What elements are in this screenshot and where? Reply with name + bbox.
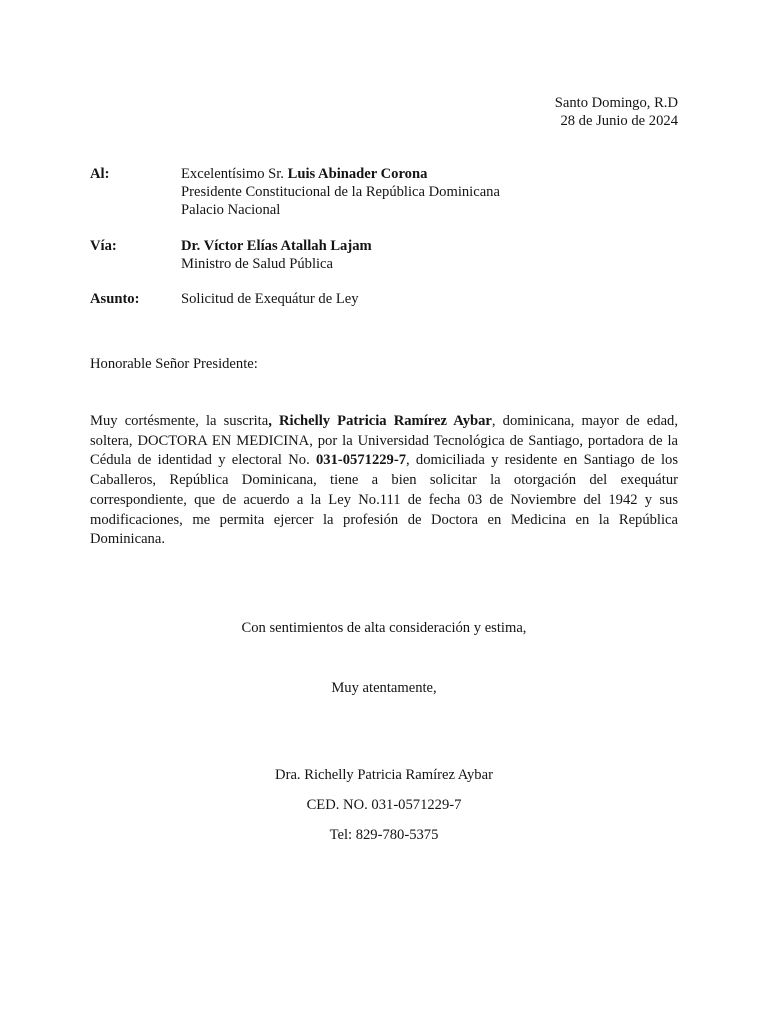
salutation: Honorable Señor Presidente:: [90, 356, 258, 372]
via-position: Ministro de Salud Pública: [181, 256, 334, 272]
body-applicant-name: , Richelly Patricia Ramírez Aybar: [268, 413, 492, 429]
subject-text: Solicitud de Exequátur de Ley: [181, 291, 359, 307]
recipient-details: [181, 165, 500, 219]
recipient-position: Presidente Constitucional de la República Dominicana: [181, 184, 500, 200]
body-text-2: , dominicana, mayor de edad, soltera, DOCTORA EN MEDICINA, por la Universidad Tecnológica de Santiago, portadora de la Cédula de identidad y electoral No.: [90, 413, 678, 469]
letter-date: 28 de Junio de 2024: [560, 113, 678, 129]
recipient-location: Palacio Nacional: [181, 202, 281, 218]
recipient-title: Excelentísimo Sr.: [181, 166, 288, 182]
recipient-label: Al:: [90, 166, 110, 182]
body-text-3: , domiciliada y residente en Santiago de los Caballeros, República Dominicana, tiene a bien solicitar la otorgación del exequátur correspondiente, que de acuerdo a la Ley No.111 de fecha 03 de Noviembre del 1942 y sus modificaciones, me permita ejercer la profesión de Doctora en Medicina en la República Dominicana.: [90, 452, 678, 548]
recipient-name: Luis Abinader Corona: [287, 166, 428, 182]
subject-label: Asunto:: [90, 291, 140, 307]
via-name: Dr. Víctor Elías Atallah Lajam: [181, 238, 372, 254]
body-paragraph: [90, 412, 678, 550]
signature-name: Dra. Richelly Patricia Ramírez Aybar: [275, 767, 493, 783]
body-id-number: 031-0571229-7: [316, 452, 406, 469]
body-text-1: Muy cortésmente, la suscrita: [90, 413, 269, 429]
signature-id: CED. NO. 031-0571229-7: [306, 797, 462, 813]
letter-place: Santo Domingo, R.D: [554, 95, 678, 111]
signature-phone: Tel: 829-780-5375: [329, 827, 439, 843]
closing-regards: Muy atentamente,: [331, 680, 437, 696]
via-details: [181, 237, 372, 273]
closing-sentiment: Con sentimientos de alta consideración y estima,: [241, 620, 527, 636]
recipient-name-line: [181, 165, 500, 183]
via-label: Vía:: [90, 238, 117, 254]
date-block: [555, 94, 678, 130]
